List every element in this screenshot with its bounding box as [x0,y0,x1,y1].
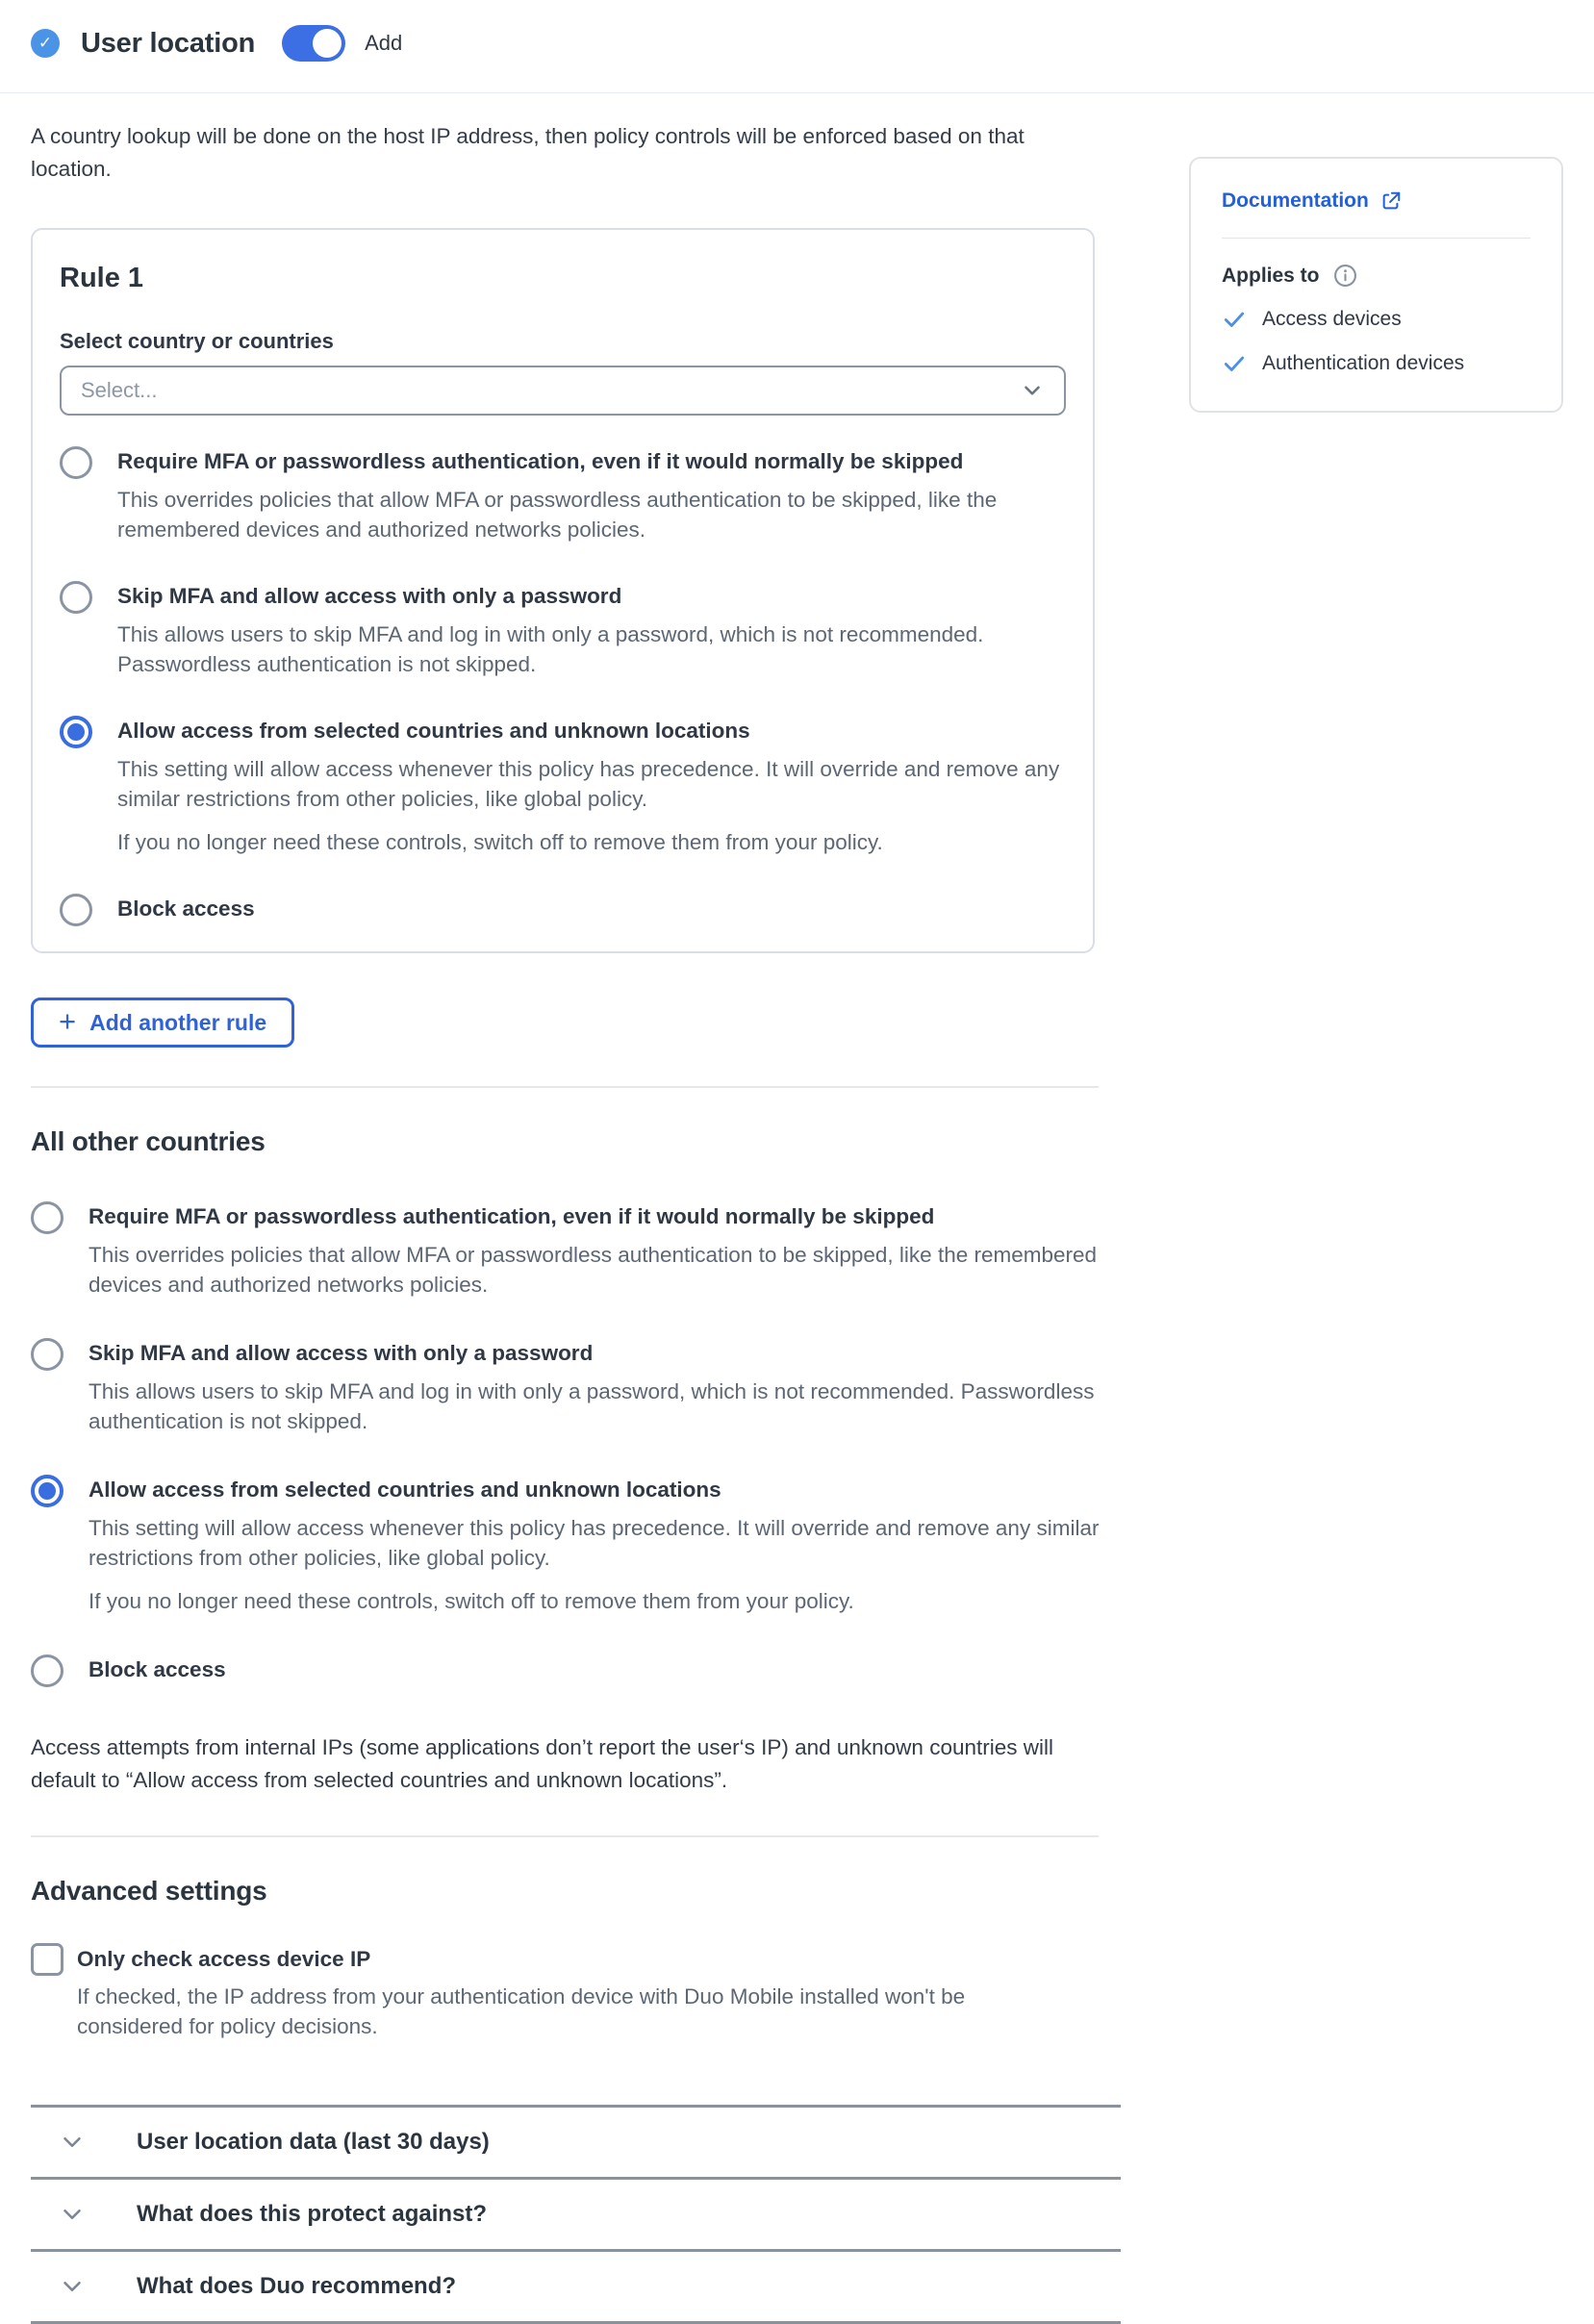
check-icon [1222,351,1247,376]
radio-option-description: This overrides policies that allow MFA or passwordless authentication to be skipped, like the remembered devices and authorized networks policies. [117,488,998,542]
accordion-duo-recommend[interactable] [31,2249,1121,2321]
country-select[interactable] [60,366,1066,416]
sidebar-divider [1222,238,1531,239]
chevron-down-icon [58,2200,87,2229]
radio-option-description: This allows users to skip MFA and log in with only a password, which is not recommended. Passwordless authentication is not skipped. [117,622,984,676]
country-select-label: Select country or countries [60,329,334,353]
configured-check-badge-icon: ✓ [31,29,60,58]
radio-option-description: This setting will allow access whenever this policy has precedence. It will override and remove any similar restrictions from other policies, like global policy. [117,757,1060,811]
radio-option [60,894,1066,926]
radio-option-label[interactable]: Skip MFA and allow access with only a password [117,584,622,608]
accordion-list [31,2105,1121,2324]
radio-button[interactable] [31,1201,63,1234]
radio-option-label[interactable]: Require MFA or passwordless authentication, even if it would normally be skipped [89,1204,935,1228]
external-link-icon [1380,190,1402,212]
all-other-countries-title: All other countries [31,1126,266,1156]
radio-option [31,1201,1121,1300]
radio-option-description: If you no longer need these controls, switch off to remove them from your policy. [117,830,883,854]
radio-option-label[interactable]: Block access [117,897,255,921]
country-select-placeholder: Select... [81,378,158,402]
radio-button[interactable] [60,894,92,926]
radio-option-description: This allows users to skip MFA and log in with only a password, which is not recommended. Passwordless authentication is not skipped. [89,1379,1095,1433]
radio-button[interactable] [60,446,92,479]
accordion-protect-against[interactable] [31,2177,1121,2249]
applies-to-item [1222,351,1531,376]
radio-button[interactable] [60,716,92,748]
radio-option [31,1655,1121,1687]
add-another-rule-label: Add another rule [89,1009,267,1035]
radio-option-label[interactable]: Skip MFA and allow access with only a password [89,1341,594,1365]
user-location-toggle[interactable] [282,25,345,62]
radio-button[interactable] [31,1338,63,1371]
radio-option [60,716,1066,857]
page-title: User location [81,27,256,59]
accordion-title: User location data (last 30 days) [137,2129,490,2155]
documentation-link-label: Documentation [1222,189,1369,212]
radio-option-description: If you no longer need these controls, switch off to remove them from your policy. [89,1589,854,1613]
info-icon[interactable] [1333,264,1357,288]
all-other-countries-section [31,1126,1121,1797]
only-check-access-device-ip-checkbox[interactable] [31,1943,63,1976]
chevron-down-icon [1020,378,1045,403]
applies-to-item [1222,307,1531,332]
toggle-knob [313,29,342,58]
checkbox-label[interactable]: Only check access device IP [77,1947,371,1971]
radio-option-description: This overrides policies that allow MFA or passwordless authentication to be skipped, like the remembered devices and authorized networks policies. [89,1243,1098,1297]
radio-option-label[interactable]: Require MFA or passwordless authentication, even if it would normally be skipped [117,449,964,473]
intro-text: A country lookup will be done on the host IP address, then policy controls will be enforced based on that location. [31,124,1025,181]
chevron-down-icon [58,2272,87,2301]
radio-option-label[interactable]: Allow access from selected countries and unknown locations [89,1478,721,1502]
radio-option-label[interactable]: Block access [89,1657,226,1681]
divider [31,1086,1099,1088]
policy-section-header [0,0,1594,62]
check-icon [1222,307,1247,332]
toggle-label: Add [365,31,403,55]
radio-option [60,446,1066,544]
documentation-link[interactable] [1222,189,1402,213]
internal-ip-note: Access attempts from internal IPs (some applications don’t report the user‘s IP) and unknown countries will default to “Allow access from selected countries and unknown locations”. [31,1735,1053,1792]
radio-button[interactable] [31,1655,63,1687]
rule-1-options [60,446,1066,926]
radio-option [31,1338,1121,1436]
all-other-countries-options [31,1201,1121,1687]
radio-option-label[interactable]: Allow access from selected countries and unknown locations [117,719,750,743]
radio-option-description: This setting will allow access whenever this policy has precedence. It will override and remove any similar restrictions from other policies, like global policy. [89,1516,1100,1570]
radio-button[interactable] [60,581,92,614]
radio-option [31,1475,1121,1616]
rule-1-card [31,228,1095,953]
advanced-settings-section [31,1876,1121,2041]
add-another-rule-button[interactable] [31,998,294,1048]
divider [31,1835,1099,1837]
radio-button[interactable] [31,1475,63,1507]
plus-icon: + [59,1004,77,1038]
applies-to-item-label: Access devices [1262,308,1402,330]
chevron-down-icon [58,2128,87,2157]
applies-to-item-label: Authentication devices [1262,352,1465,374]
rule-title: Rule 1 [60,263,144,293]
accordion-user-location-data[interactable] [31,2105,1121,2177]
info-sidebar-card [1189,157,1563,413]
advanced-settings-title: Advanced settings [31,1876,267,1906]
accordion-title: What does Duo recommend? [137,2273,457,2299]
radio-option [60,581,1066,679]
accordion-title: What does this protect against? [137,2201,488,2227]
applies-to-label: Applies to [1222,264,1320,287]
checkbox-description: If checked, the IP address from your authentication device with Duo Mobile installed won't be considered for policy decisions. [77,1984,966,2038]
checkbox-option [31,1943,1121,2041]
